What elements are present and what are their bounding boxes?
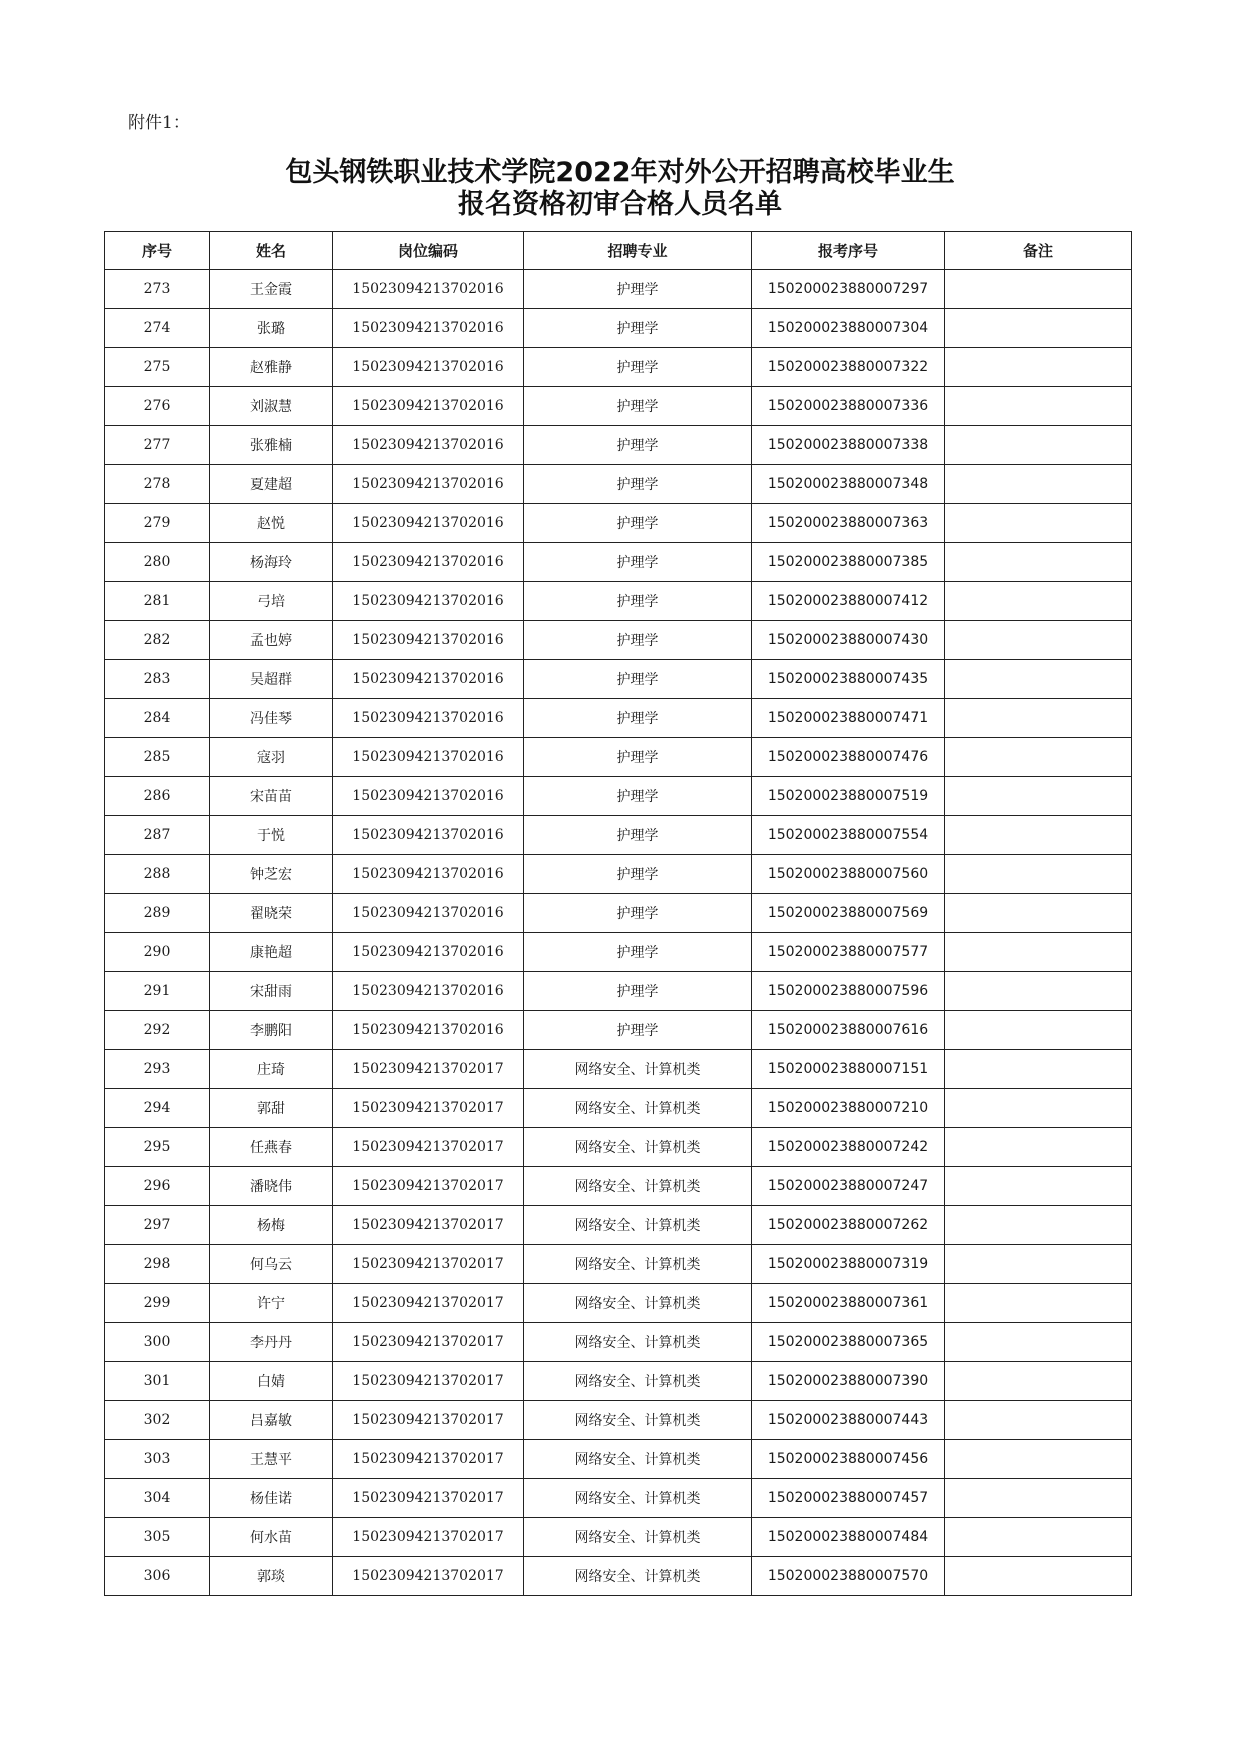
table-row: [105, 270, 1132, 309]
major-cell: 护理学: [524, 621, 752, 660]
name-cell: 潘晓伟: [210, 1167, 333, 1206]
name-cell: 夏建超: [210, 465, 333, 504]
position-code-cell: 15023094213702016: [333, 309, 524, 348]
position-code-cell: 15023094213702016: [333, 816, 524, 855]
remarks-cell: [945, 1479, 1132, 1518]
header-serial-no: 序号: [105, 232, 210, 270]
position-code-cell: 15023094213702017: [333, 1167, 524, 1206]
position-code-cell: 15023094213702016: [333, 894, 524, 933]
remarks-cell: [945, 660, 1132, 699]
remarks-cell: [945, 270, 1132, 309]
remarks-cell: [945, 933, 1132, 972]
table-row: [105, 777, 1132, 816]
registration-no-cell: 150200023880007457: [752, 1479, 945, 1518]
name-cell: 翟晓荣: [210, 894, 333, 933]
table-row: [105, 504, 1132, 543]
registration-no-cell: 150200023880007304: [752, 309, 945, 348]
name-cell: 何水苗: [210, 1518, 333, 1557]
position-code-cell: 15023094213702016: [333, 582, 524, 621]
remarks-cell: [945, 1128, 1132, 1167]
table-row: [105, 621, 1132, 660]
remarks-cell: [945, 1089, 1132, 1128]
remarks-cell: [945, 855, 1132, 894]
registration-no-cell: 150200023880007390: [752, 1362, 945, 1401]
name-cell: 吕嘉敏: [210, 1401, 333, 1440]
position-code-cell: 15023094213702016: [333, 972, 524, 1011]
serial-no-cell: 293: [105, 1050, 210, 1089]
major-cell: 护理学: [524, 660, 752, 699]
registration-no-cell: 150200023880007476: [752, 738, 945, 777]
major-cell: 护理学: [524, 1011, 752, 1050]
major-cell: 网络安全、计算机类: [524, 1167, 752, 1206]
serial-no-cell: 288: [105, 855, 210, 894]
position-code-cell: 15023094213702016: [333, 426, 524, 465]
serial-no-cell: 276: [105, 387, 210, 426]
registration-no-cell: 150200023880007363: [752, 504, 945, 543]
remarks-cell: [945, 348, 1132, 387]
position-code-cell: 15023094213702016: [333, 660, 524, 699]
major-cell: 护理学: [524, 972, 752, 1011]
serial-no-cell: 280: [105, 543, 210, 582]
table-row: [105, 660, 1132, 699]
table-row: [105, 582, 1132, 621]
table-row: [105, 1323, 1132, 1362]
table-row: [105, 309, 1132, 348]
remarks-cell: [945, 1440, 1132, 1479]
registration-no-cell: 150200023880007430: [752, 621, 945, 660]
major-cell: 护理学: [524, 699, 752, 738]
registration-no-cell: 150200023880007569: [752, 894, 945, 933]
serial-no-cell: 284: [105, 699, 210, 738]
name-cell: 于悦: [210, 816, 333, 855]
remarks-cell: [945, 309, 1132, 348]
table-row: [105, 426, 1132, 465]
name-cell: 孟也婷: [210, 621, 333, 660]
remarks-cell: [945, 1284, 1132, 1323]
registration-no-cell: 150200023880007616: [752, 1011, 945, 1050]
serial-no-cell: 300: [105, 1323, 210, 1362]
header-position-code: 岗位编码: [333, 232, 524, 270]
registration-no-cell: 150200023880007151: [752, 1050, 945, 1089]
registration-no-cell: 150200023880007262: [752, 1206, 945, 1245]
name-cell: 寇羽: [210, 738, 333, 777]
table-row: [105, 387, 1132, 426]
table-row: [105, 1479, 1132, 1518]
registration-no-cell: 150200023880007247: [752, 1167, 945, 1206]
table-row: [105, 1206, 1132, 1245]
header-row: [105, 232, 1132, 270]
registration-no-cell: 150200023880007554: [752, 816, 945, 855]
serial-no-cell: 281: [105, 582, 210, 621]
major-cell: 网络安全、计算机类: [524, 1518, 752, 1557]
remarks-cell: [945, 972, 1132, 1011]
name-cell: 弓培: [210, 582, 333, 621]
registration-no-cell: 150200023880007361: [752, 1284, 945, 1323]
remarks-cell: [945, 699, 1132, 738]
table-row: [105, 894, 1132, 933]
position-code-cell: 15023094213702017: [333, 1245, 524, 1284]
serial-no-cell: 277: [105, 426, 210, 465]
remarks-cell: [945, 426, 1132, 465]
name-cell: 杨梅: [210, 1206, 333, 1245]
major-cell: 护理学: [524, 933, 752, 972]
position-code-cell: 15023094213702017: [333, 1206, 524, 1245]
position-code-cell: 15023094213702016: [333, 621, 524, 660]
table-body: [105, 270, 1132, 1596]
position-code-cell: 15023094213702016: [333, 270, 524, 309]
table-row: [105, 465, 1132, 504]
registration-no-cell: 150200023880007210: [752, 1089, 945, 1128]
header-name: 姓名: [210, 232, 333, 270]
major-cell: 网络安全、计算机类: [524, 1323, 752, 1362]
serial-no-cell: 287: [105, 816, 210, 855]
remarks-cell: [945, 1167, 1132, 1206]
table-row: [105, 816, 1132, 855]
remarks-cell: [945, 1323, 1132, 1362]
remarks-cell: [945, 738, 1132, 777]
major-cell: 网络安全、计算机类: [524, 1128, 752, 1167]
position-code-cell: 15023094213702017: [333, 1362, 524, 1401]
table-row: [105, 1362, 1132, 1401]
remarks-cell: [945, 777, 1132, 816]
serial-no-cell: 286: [105, 777, 210, 816]
remarks-cell: [945, 1518, 1132, 1557]
name-cell: 宋甜雨: [210, 972, 333, 1011]
header-major: 招聘专业: [524, 232, 752, 270]
major-cell: 护理学: [524, 348, 752, 387]
major-cell: 网络安全、计算机类: [524, 1284, 752, 1323]
major-cell: 护理学: [524, 543, 752, 582]
remarks-cell: [945, 543, 1132, 582]
remarks-cell: [945, 1011, 1132, 1050]
position-code-cell: 15023094213702016: [333, 387, 524, 426]
table-row: [105, 1518, 1132, 1557]
position-code-cell: 15023094213702017: [333, 1518, 524, 1557]
position-code-cell: 15023094213702017: [333, 1401, 524, 1440]
name-cell: 刘淑慧: [210, 387, 333, 426]
serial-no-cell: 305: [105, 1518, 210, 1557]
name-cell: 庄琦: [210, 1050, 333, 1089]
major-cell: 护理学: [524, 309, 752, 348]
registration-no-cell: 150200023880007435: [752, 660, 945, 699]
name-cell: 杨佳诺: [210, 1479, 333, 1518]
major-cell: 护理学: [524, 426, 752, 465]
serial-no-cell: 282: [105, 621, 210, 660]
position-code-cell: 15023094213702017: [333, 1128, 524, 1167]
serial-no-cell: 290: [105, 933, 210, 972]
header-remarks: 备注: [945, 232, 1132, 270]
serial-no-cell: 283: [105, 660, 210, 699]
serial-no-cell: 275: [105, 348, 210, 387]
name-cell: 吴超群: [210, 660, 333, 699]
remarks-cell: [945, 465, 1132, 504]
major-cell: 网络安全、计算机类: [524, 1440, 752, 1479]
serial-no-cell: 289: [105, 894, 210, 933]
serial-no-cell: 302: [105, 1401, 210, 1440]
major-cell: 护理学: [524, 504, 752, 543]
table-row: [105, 1011, 1132, 1050]
position-code-cell: 15023094213702016: [333, 738, 524, 777]
major-cell: 护理学: [524, 816, 752, 855]
name-cell: 钟芝宏: [210, 855, 333, 894]
qualified-candidates-table: [104, 231, 1132, 1596]
registration-no-cell: 150200023880007519: [752, 777, 945, 816]
remarks-cell: [945, 1245, 1132, 1284]
serial-no-cell: 298: [105, 1245, 210, 1284]
remarks-cell: [945, 582, 1132, 621]
name-cell: 王慧平: [210, 1440, 333, 1479]
name-cell: 郭琰: [210, 1557, 333, 1596]
registration-no-cell: 150200023880007385: [752, 543, 945, 582]
position-code-cell: 15023094213702017: [333, 1479, 524, 1518]
table-row: [105, 1128, 1132, 1167]
serial-no-cell: 297: [105, 1206, 210, 1245]
serial-no-cell: 295: [105, 1128, 210, 1167]
attachment-label: 附件1：: [128, 113, 190, 133]
position-code-cell: 15023094213702016: [333, 699, 524, 738]
table-row: [105, 1401, 1132, 1440]
major-cell: 网络安全、计算机类: [524, 1401, 752, 1440]
registration-no-cell: 150200023880007297: [752, 270, 945, 309]
name-cell: 任燕春: [210, 1128, 333, 1167]
serial-no-cell: 299: [105, 1284, 210, 1323]
document-title-line-1: 包头钢铁职业技术学院2022年对外公开招聘高校毕业生: [285, 157, 955, 188]
remarks-cell: [945, 504, 1132, 543]
position-code-cell: 15023094213702017: [333, 1557, 524, 1596]
serial-no-cell: 294: [105, 1089, 210, 1128]
position-code-cell: 15023094213702016: [333, 1011, 524, 1050]
registration-no-cell: 150200023880007338: [752, 426, 945, 465]
position-code-cell: 15023094213702017: [333, 1089, 524, 1128]
header-registration-no: 报考序号: [752, 232, 945, 270]
table-row: [105, 933, 1132, 972]
major-cell: 网络安全、计算机类: [524, 1557, 752, 1596]
major-cell: 网络安全、计算机类: [524, 1089, 752, 1128]
serial-no-cell: 273: [105, 270, 210, 309]
major-cell: 网络安全、计算机类: [524, 1206, 752, 1245]
remarks-cell: [945, 816, 1132, 855]
name-cell: 白婧: [210, 1362, 333, 1401]
name-cell: 许宁: [210, 1284, 333, 1323]
document-title-line-2: 报名资格初审合格人员名单: [458, 189, 782, 220]
table-row: [105, 855, 1132, 894]
position-code-cell: 15023094213702016: [333, 504, 524, 543]
registration-no-cell: 150200023880007443: [752, 1401, 945, 1440]
remarks-cell: [945, 1557, 1132, 1596]
serial-no-cell: 292: [105, 1011, 210, 1050]
registration-no-cell: 150200023880007560: [752, 855, 945, 894]
name-cell: 郭甜: [210, 1089, 333, 1128]
position-code-cell: 15023094213702016: [333, 543, 524, 582]
serial-no-cell: 304: [105, 1479, 210, 1518]
major-cell: 护理学: [524, 387, 752, 426]
name-cell: 张雅楠: [210, 426, 333, 465]
major-cell: 网络安全、计算机类: [524, 1362, 752, 1401]
major-cell: 网络安全、计算机类: [524, 1479, 752, 1518]
position-code-cell: 15023094213702017: [333, 1050, 524, 1089]
table-row: [105, 972, 1132, 1011]
table-row: [105, 1440, 1132, 1479]
remarks-cell: [945, 1206, 1132, 1245]
registration-no-cell: 150200023880007456: [752, 1440, 945, 1479]
remarks-cell: [945, 1050, 1132, 1089]
serial-no-cell: 296: [105, 1167, 210, 1206]
registration-no-cell: 150200023880007484: [752, 1518, 945, 1557]
major-cell: 网络安全、计算机类: [524, 1245, 752, 1284]
position-code-cell: 15023094213702016: [333, 933, 524, 972]
registration-no-cell: 150200023880007412: [752, 582, 945, 621]
table-row: [105, 348, 1132, 387]
name-cell: 王金霞: [210, 270, 333, 309]
name-cell: 宋苗苗: [210, 777, 333, 816]
serial-no-cell: 285: [105, 738, 210, 777]
registration-no-cell: 150200023880007348: [752, 465, 945, 504]
table-row: [105, 738, 1132, 777]
name-cell: 李鹏阳: [210, 1011, 333, 1050]
serial-no-cell: 279: [105, 504, 210, 543]
table-row: [105, 1167, 1132, 1206]
serial-no-cell: 274: [105, 309, 210, 348]
remarks-cell: [945, 387, 1132, 426]
name-cell: 何乌云: [210, 1245, 333, 1284]
name-cell: 张璐: [210, 309, 333, 348]
major-cell: 护理学: [524, 777, 752, 816]
major-cell: 护理学: [524, 738, 752, 777]
serial-no-cell: 278: [105, 465, 210, 504]
table-row: [105, 1245, 1132, 1284]
remarks-cell: [945, 1362, 1132, 1401]
position-code-cell: 15023094213702016: [333, 855, 524, 894]
registration-no-cell: 150200023880007577: [752, 933, 945, 972]
registration-no-cell: 150200023880007322: [752, 348, 945, 387]
serial-no-cell: 306: [105, 1557, 210, 1596]
table-row: [105, 699, 1132, 738]
table-row: [105, 1557, 1132, 1596]
remarks-cell: [945, 1401, 1132, 1440]
position-code-cell: 15023094213702017: [333, 1323, 524, 1362]
major-cell: 网络安全、计算机类: [524, 1050, 752, 1089]
remarks-cell: [945, 894, 1132, 933]
registration-no-cell: 150200023880007319: [752, 1245, 945, 1284]
table-row: [105, 1089, 1132, 1128]
major-cell: 护理学: [524, 270, 752, 309]
name-cell: 冯佳琴: [210, 699, 333, 738]
name-cell: 杨海玲: [210, 543, 333, 582]
serial-no-cell: 303: [105, 1440, 210, 1479]
name-cell: 赵雅静: [210, 348, 333, 387]
table-header: [105, 232, 1132, 270]
registration-no-cell: 150200023880007365: [752, 1323, 945, 1362]
name-cell: 李丹丹: [210, 1323, 333, 1362]
major-cell: 护理学: [524, 465, 752, 504]
registration-no-cell: 150200023880007570: [752, 1557, 945, 1596]
table-row: [105, 543, 1132, 582]
serial-no-cell: 291: [105, 972, 210, 1011]
remarks-cell: [945, 621, 1132, 660]
position-code-cell: 15023094213702017: [333, 1440, 524, 1479]
table-row: [105, 1050, 1132, 1089]
registration-no-cell: 150200023880007242: [752, 1128, 945, 1167]
major-cell: 护理学: [524, 894, 752, 933]
registration-no-cell: 150200023880007336: [752, 387, 945, 426]
table-row: [105, 1284, 1132, 1323]
position-code-cell: 15023094213702017: [333, 1284, 524, 1323]
name-cell: 赵悦: [210, 504, 333, 543]
position-code-cell: 15023094213702016: [333, 777, 524, 816]
major-cell: 护理学: [524, 582, 752, 621]
major-cell: 护理学: [524, 855, 752, 894]
serial-no-cell: 301: [105, 1362, 210, 1401]
registration-no-cell: 150200023880007596: [752, 972, 945, 1011]
position-code-cell: 15023094213702016: [333, 348, 524, 387]
registration-no-cell: 150200023880007471: [752, 699, 945, 738]
position-code-cell: 15023094213702016: [333, 465, 524, 504]
name-cell: 康艳超: [210, 933, 333, 972]
